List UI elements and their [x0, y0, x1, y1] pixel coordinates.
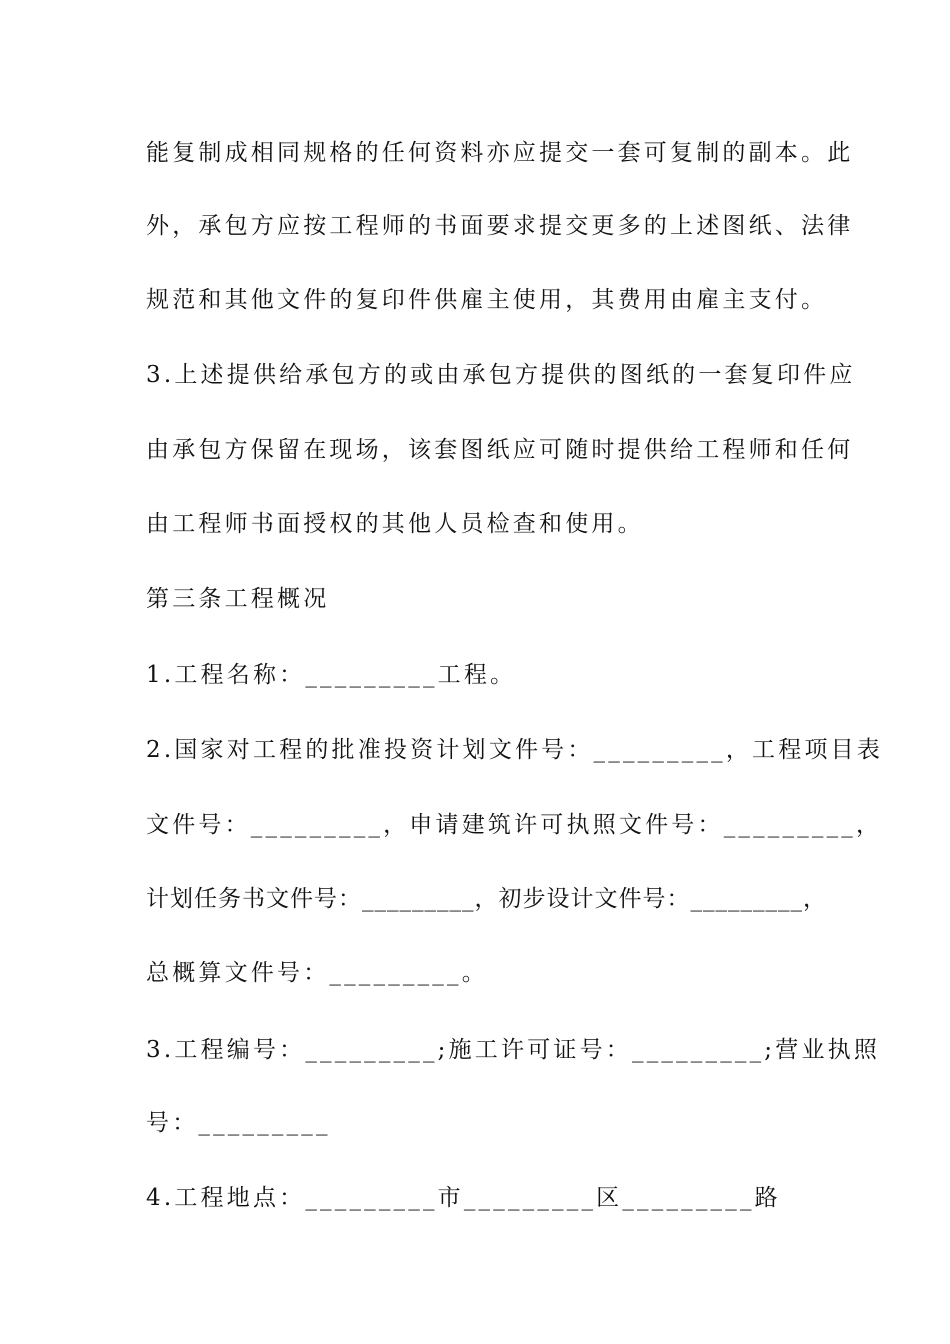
paragraph-line: 由工程师书面授权的其他人员检查和使用。 — [146, 511, 644, 537]
paragraph-line: 3.上述提供给承包方的或由承包方提供的图纸的一套复印件应 — [146, 362, 856, 388]
project-location-line: 4.工程地点：_________市_________区_________路 — [146, 1185, 781, 1211]
paragraph-line: 由承包方保留在现场，该套图纸应可随时提供给工程师和任何 — [146, 437, 854, 463]
approval-docs-line: 总概算文件号：_________。 — [146, 960, 488, 986]
project-number-line: 号：_________ — [146, 1110, 331, 1136]
approval-docs-line: 计划任务书文件号：_________，初步设计文件号：_________， — [146, 886, 827, 912]
project-name-line: 1.工程名称：_________工程。 — [146, 662, 517, 688]
approval-docs-line: 2.国家对工程的批准投资计划文件号：_________，工程项目表 — [146, 737, 884, 763]
paragraph-line: 外，承包方应按工程师的书面要求提交更多的上述图纸、法律 — [146, 213, 854, 239]
approval-docs-line: 文件号：_________，申请建筑许可执照文件号：_________， — [146, 812, 883, 838]
paragraph-line: 能复制成相同规格的任何资料亦应提交一套可复制的副本。此 — [146, 140, 854, 166]
project-number-line: 3.工程编号：_________;施工许可证号：_________;营业执照 — [146, 1037, 881, 1063]
paragraph-line: 规范和其他文件的复印件供雇主使用，其费用由雇主支付。 — [146, 287, 828, 313]
section-heading: 第三条工程概况 — [146, 586, 330, 612]
